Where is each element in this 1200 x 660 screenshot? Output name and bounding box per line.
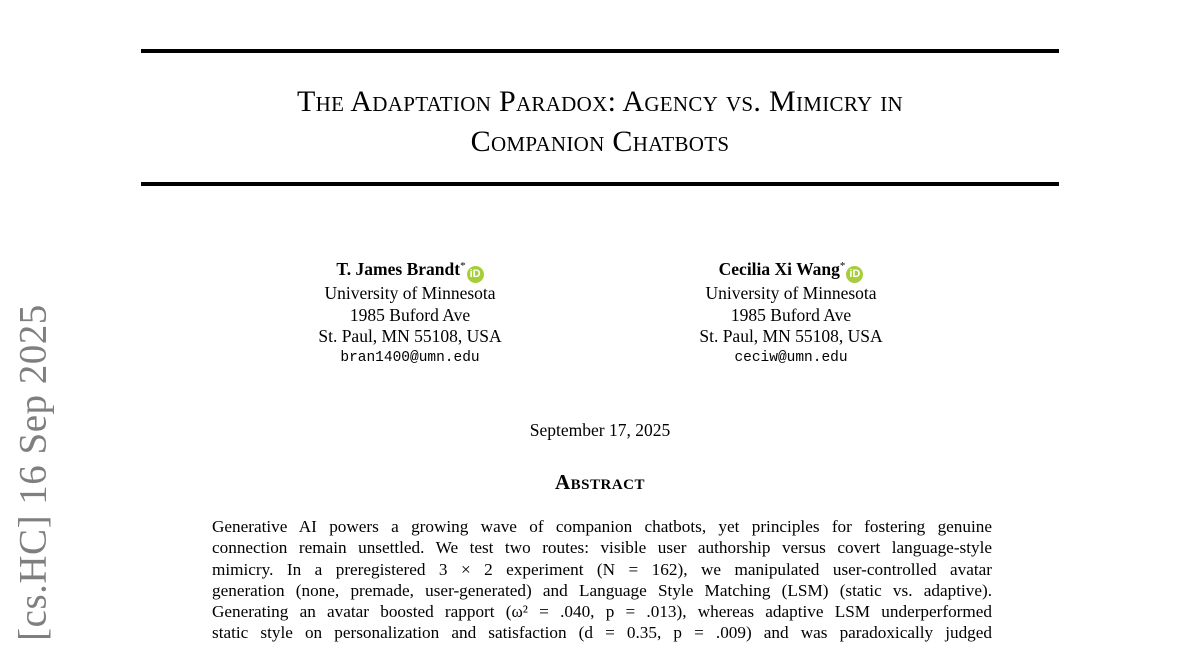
abstract-line: connection remain unsettled. We test two routes: visible user authorship versus covert language-style (212, 538, 992, 558)
arxiv-stamp-text: [cs.HC] 16 Sep 2025 (11, 304, 55, 641)
orcid-icon[interactable]: iD (846, 266, 863, 283)
author-1-street: 1985 Buford Ave (349, 304, 471, 325)
title-rule-bottom (141, 182, 1059, 186)
abstract-line: Generative AI powers a growing wave of companion chatbots, yet principles for fostering genuine (212, 517, 992, 536)
author-1-name-line (280, 256, 540, 283)
abstract-body (212, 516, 992, 644)
abstract-line: static style on personalization and satisfaction (d = 0.35, p = .009) and was paradoxically judged (212, 623, 992, 643)
abstract-line: generation (none, premade, user-generated) and Language Style Matching (LSM) (static vs. adaptive). (212, 580, 992, 600)
author-2-name-line (661, 256, 921, 283)
abstract-line: mimicry. In a preregistered 3 × 2 experiment (N = 162), we manipulated user-controlled avatar (212, 559, 992, 579)
author-2-email[interactable]: ceciw@umn.edu (734, 349, 848, 366)
paper-title-line-1: The Adaptation Paradox: Agency vs. Mimicry in (296, 85, 904, 118)
author-2-affiliation: University of Minnesota (705, 283, 877, 303)
author-2-marker: * (839, 260, 846, 272)
orcid-icon[interactable]: iD (467, 266, 484, 283)
author-2 (661, 256, 921, 369)
author-1-email[interactable]: bran1400@umn.edu (340, 349, 480, 366)
abstract-line: Generating an avatar boosted rapport (ω² = .040, p = .013), whereas adaptive LSM underperformed (212, 602, 992, 622)
abstract-heading: Abstract (554, 470, 646, 494)
author-2-street: 1985 Buford Ave (730, 304, 852, 325)
author-1 (280, 256, 540, 369)
author-1-city: St. Paul, MN 55108, USA (318, 326, 502, 346)
author-1-name: T. James Brandt (336, 259, 461, 279)
author-2-city: St. Paul, MN 55108, USA (699, 326, 883, 346)
author-2-name: Cecilia Xi Wang (718, 259, 840, 279)
paper-date: September 17, 2025 (529, 420, 671, 440)
author-1-affiliation: University of Minnesota (324, 283, 496, 303)
author-1-marker: * (460, 260, 466, 272)
author-block (0, 256, 1200, 366)
paper-title-line-2: Companion Chatbots (470, 125, 730, 158)
title-rule-top (141, 49, 1059, 53)
paper-title (141, 82, 1059, 162)
